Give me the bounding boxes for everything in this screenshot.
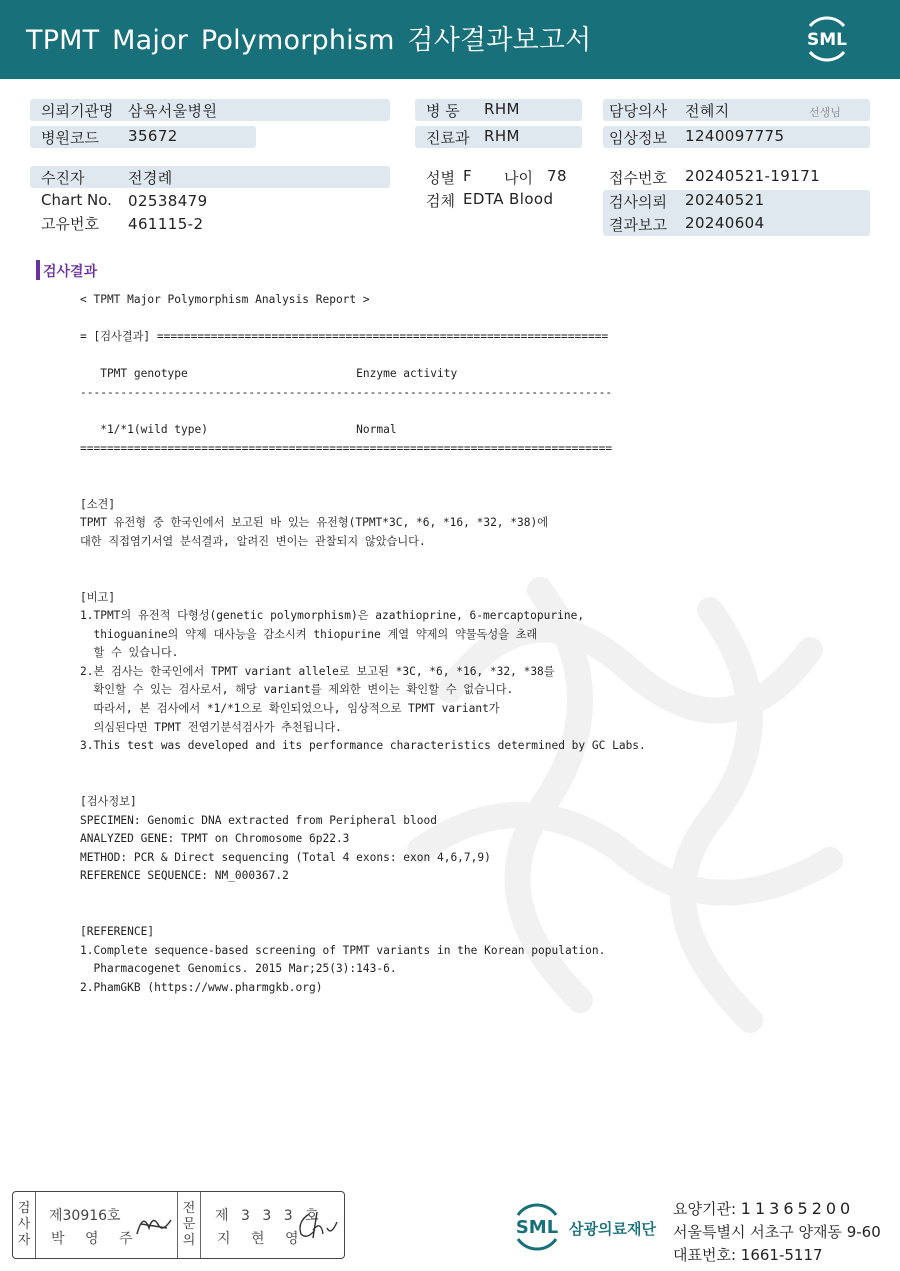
footer-address: 서울특별시 서초구 양재동 9-60 [673,1223,881,1241]
section-marker [36,260,40,280]
request-value: 20240521 [685,191,765,209]
specialist-label: 전 문 의 [178,1192,201,1258]
hospital-code-label: 병원코드 [41,129,99,147]
ward-value: RHM [484,100,520,118]
receipt-label: 접수번호 [609,169,667,187]
footer-phone: 대표번호: 1661-5117 [673,1246,823,1264]
doctor-value: 전혜지 [685,102,730,120]
examiner-name: 박 영 주 [51,1231,141,1247]
doctor-label: 담당의사 [609,102,667,120]
signature-box [12,1191,345,1259]
care-institution: 요양기관: 11365200 [673,1199,855,1218]
report-date-label: 결과보고 [609,216,667,234]
report-title: TPMT Major Polymorphism 검사결과보고서 [26,25,592,56]
receipt-value: 20240521-19171 [685,167,821,185]
age-label: 나이 [504,169,533,187]
ward-label: 병 동 [426,102,460,120]
report-header [0,0,900,79]
specimen-label: 검체 [426,192,455,210]
doctor-suffix: 선생님 [809,106,841,119]
clinical-value: 1240097775 [685,127,785,145]
sex-value: F [463,167,473,185]
uid-value: 461115-2 [128,215,204,233]
patient-label: 수진자 [41,169,85,187]
examiner-signature-icon [133,1206,175,1240]
institution-label: 의뢰기관명 [41,102,114,120]
footer-sml-logo-icon [510,1199,564,1253]
sml-logo-icon [800,12,854,66]
report-date-value: 20240604 [685,214,765,232]
specialist-license: 제 3 3 3 호 [215,1208,323,1224]
chart-label: Chart No. [41,191,112,209]
clinical-label: 임상정보 [609,129,667,147]
section-title: 검사결과 [43,264,98,280]
report-body: < TPMT Major Polymorphism Analysis Report > = [검사결과] =================================================================== TPMT genotype Enzyme activity ------------------------------------------------------------------------------- *1/*1(wild type) Normal =============================================================================== [소견] TPMT 유전형 중 한국인에서 보고된 바 있는 유전형(TPMT*3C, *6, *16, *32, *38)에 대한 직접염기서열 분석결과, 알려진 변이는 관찰되지 않았습니다. [비고] 1.TPMT의 유전적 다형성(genetic polymorphism)은 azathioprine, 6-mercaptopurine, thioguanine의 약제 대사능을 감소시켜 thiopurine 계열 약제의 약물독성을 초래 할 수 있습니다. 2.본 검사는 한국인에서 TPMT variant allele로 보고된 *3C, *6, *16, *32, *38를 확인할 수 있는 검사로서, 해당 variant를 제외한 변이는 확인할 수 없습니다. 따라서, 본 검사에서 *1/*1으로 확인되었으나, 임상적으로 TPMT variant가 의심된다면 TPMT 전염기분석검사가 추천됩니다. 3.This test was developed and its performance characteristics determined by GC Labs. [검사정보] SPECIMEN: Genomic DNA extracted from Peripheral blood ANALYZED GENE: TPMT on Chromosome 6p22.3 METHOD: PCR & Direct sequencing (Total 4 exons: exon 4,6,7,9) REFERENCE SEQUENCE: NM_000367.2 [REFERENCE] 1.Complete sequence-based screening of TPMT variants in the Korean population. Pharmacogenet Genomics. 2015 Mar;25(3):143-6. 2.PhamGKB (https://www.pharmgkb.org) [80,293,646,994]
sex-label: 성별 [426,169,455,187]
examiner-label: 검 사 자 [13,1192,36,1258]
dept-value: RHM [484,127,520,145]
specialist-name: 지 현 영 [217,1231,307,1247]
institution-value: 삼육서울병원 [128,102,218,120]
request-label: 검사의뢰 [609,193,667,211]
chart-value: 02538479 [128,192,208,210]
uid-label: 고유번호 [41,215,99,233]
specimen-value: EDTA Blood [463,190,554,208]
footer-logo-text: SML [515,1217,559,1238]
hospital-code-value: 35672 [128,127,178,145]
logo-text: SML [807,30,847,50]
foundation-name: 삼광의료재단 [569,1220,656,1238]
age-value: 78 [547,167,567,185]
patient-value: 전경례 [128,169,173,187]
dept-label: 진료과 [426,129,470,147]
examiner-license: 제30916호 [49,1208,121,1224]
specialist-signature-icon [295,1208,339,1242]
